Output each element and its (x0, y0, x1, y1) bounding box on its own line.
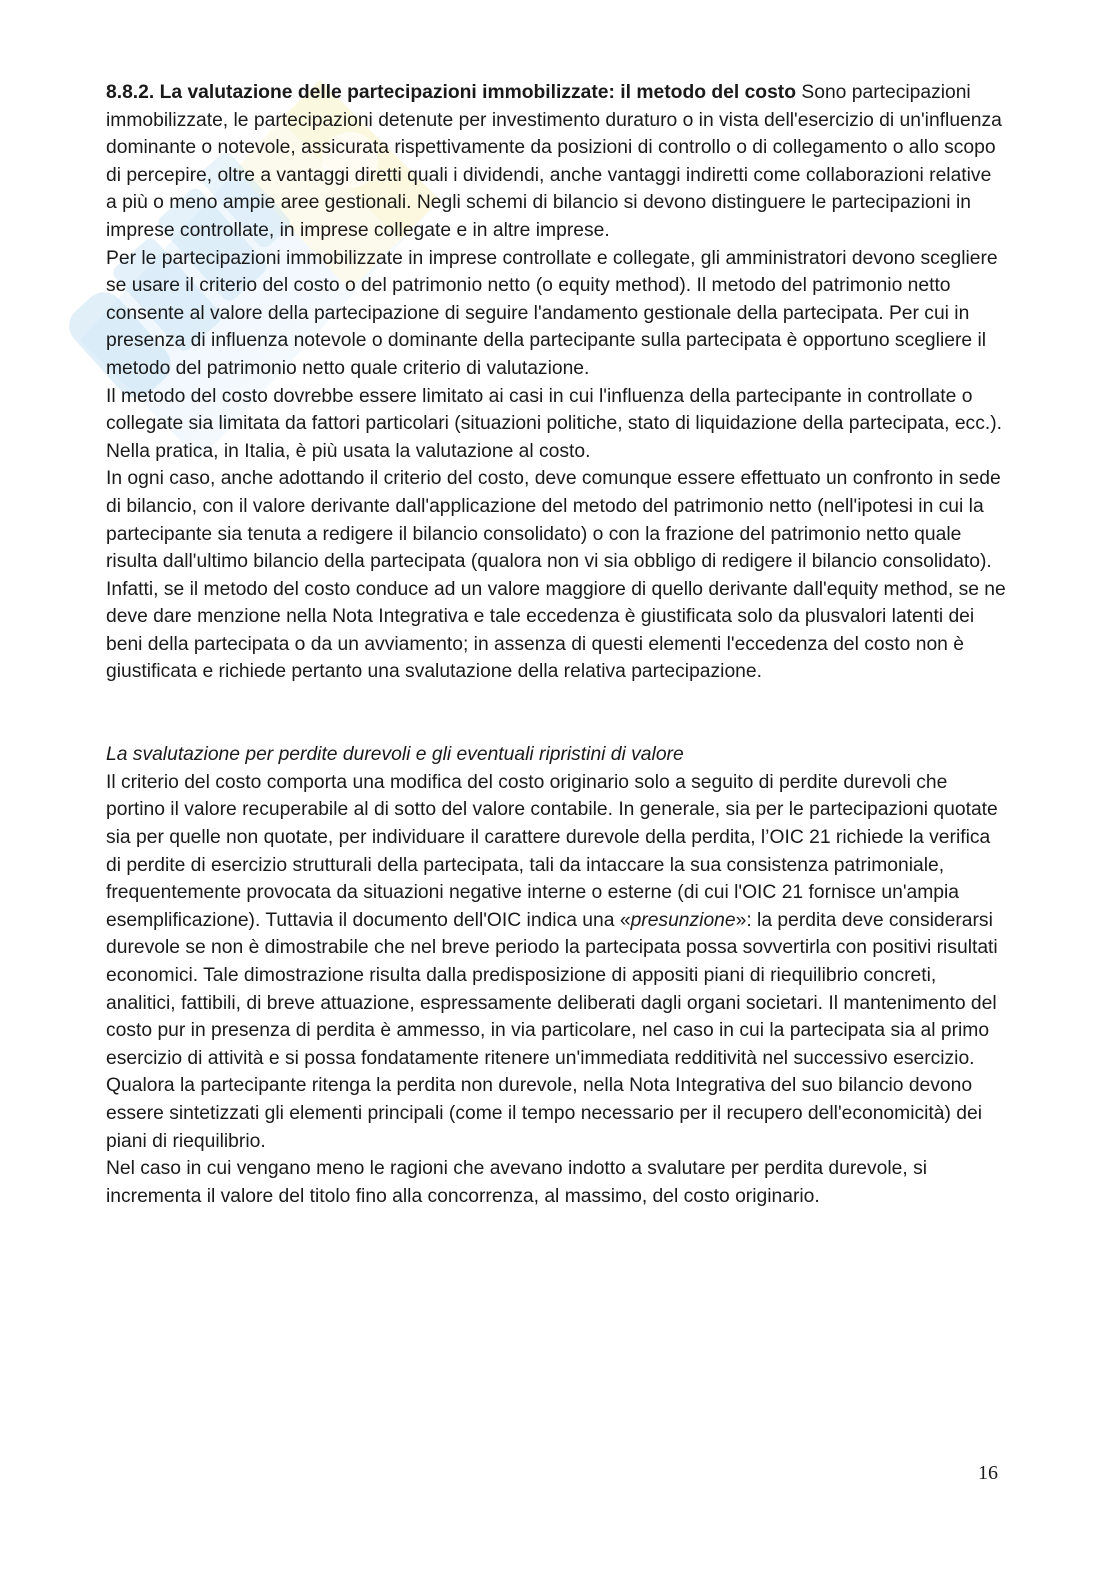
document-body (106, 79, 1006, 1210)
paragraph-cost-method: Il metodo del costo dovrebbe essere limitato ai casi in cui l'influenza della partecipante in controllate o collegate sia limitata da fattori particolari (situazioni politiche, stato di liquidazione della partecipata, ecc.). Nella pratica, in Italia, è più usata la valutazione al costo. (106, 385, 1002, 462)
paragraph-criteria: Per le partecipazioni immobilizzate in imprese controllate e collegate, gli amministratori devono scegliere se usare il criterio del costo o del patrimonio netto (o equity method). Il metodo del patrimonio netto consente al valore della partecipazione di seguire l'andamento gestionale della partecipata. Per cui in presenza di influenza notevole o dominante della partecipante sulla partecipata è opportuno scegliere il metodo del patrimonio netto quale criterio di valutazione. (106, 247, 998, 379)
paragraph-spacer (106, 714, 1006, 742)
paragraph-comparison: In ogni caso, anche adottando il criterio del costo, deve comunque essere effettuato un confronto in sede di bilancio, con il valore derivante dall'applicazione del metodo del patrimonio netto (nell'ipotesi in cui la partecipante sia tenuta a redigere il bilancio consolidato) o con la frazione del patrimonio netto quale risulta dall'ultimo bilancio della partecipata (qualora non vi sia obbligo di redigere il bilancio consolidato). Infatti, se il metodo del costo conduce ad un valore maggiore di quello derivante dall'equity method, se ne deve dare menzione nella Nota Integrativa e tale eccedenza è giustificata solo da plusvalori latenti dei beni della partecipata o da un avviamento; in assenza di questi elementi l'eccedenza del costo non è giustificata e richiede pertanto una svalutazione della relativa partecipazione. (106, 468, 1006, 683)
section-intro-paragraph (106, 79, 1006, 245)
page-number: 16 (978, 1462, 998, 1484)
paragraph-impairment (106, 769, 1006, 1073)
paragraph-non-durable: Qualora la partecipante ritenga la perdita non durevole, nella Nota Integrativa del suo bilancio devono essere sintetizzati gli elementi principali (come il tempo necessario per il recupero dell'economicità) dei piani di riequilibrio. (106, 1075, 983, 1152)
section-heading: 8.8.2. La valutazione delle partecipazioni immobilizzate: il metodo del costo (106, 82, 796, 103)
paragraph-reversal: Nel caso in cui vengano meno le ragioni che avevano indotto a svalutare per perdita durevole, si incrementa il valore del titolo fino alla concorrenza, al massimo, del costo originario. (106, 1158, 928, 1207)
presunzione-term: presunzione (630, 909, 736, 931)
paragraph-impairment-text-a: Il criterio del costo comporta una modifica del costo originario solo a seguito di perdite durevoli che portino il valore recuperabile al di sotto del valore contabile. In generale, sia per le partecipazioni quotate sia per quelle non quotate, per individuare il carattere durevole della perdita, l’OIC 21 richiede la verifica di perdite di esercizio strutturali della partecipata, tali da intaccare la sua consistenza patrimoniale, frequentemente provocata da situazioni negative interne o esterne (di cui l'OIC 21 fornisce un'ampia esemplificazione). Tuttavia il documento dell'OIC indica una « (106, 771, 998, 931)
paragraph-spacer (106, 686, 1006, 714)
paragraph-impairment-text-b: »: la perdita deve considerarsi durevole se non è dimostrabile che nel breve periodo la partecipata possa sovvertirla con positivi risultati economici. Tale dimostrazione risulta dalla predisposizione di appositi piani di riequilibrio concreti, analitici, fattibili, di breve attuazione, espressamente deliberati dagli organi societari. Il mantenimento del costo pur in presenza di perdita è ammesso, in via particolare, nel caso in cui la partecipata sia al primo esercizio di attività e si possa fondatamente ritenere un'immediata redditività nel successivo esercizio. (106, 909, 998, 1069)
subsection-title: La svalutazione per perdite durevoli e gli eventuali ripristini di valore (106, 744, 684, 766)
section-intro-text: Sono partecipazioni immobilizzate, le partecipazioni detenute per investimento duraturo o in vista dell'esercizio di un'influenza dominante o notevole, assicurata rispettivamente da posizioni di controllo o di collegamento o allo scopo di percepire, oltre a vantaggi diretti quali i dividendi, anche vantaggi indiretti come collaborazioni relative a più o meno ampie aree gestionali. Negli schemi di bilancio si devono distinguere le partecipazioni in imprese controllate, in imprese collegate e in altre imprese. (106, 82, 1002, 241)
